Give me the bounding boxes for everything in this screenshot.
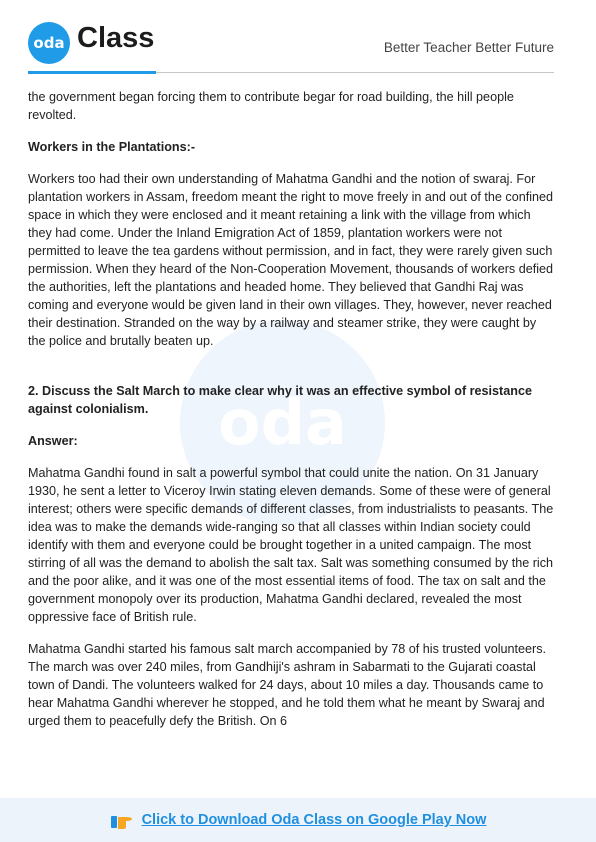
pointing-hand-icon xyxy=(110,809,134,831)
paragraph-salt-symbol: Mahatma Gandhi found in salt a powerful symbol that could unite the nation. On 31 January 1930, he sent a letter to Viceroy Irwin stating eleven demands. Some of these were of general interest; others were specific demands of different classes, from industrialists to peasants. The idea was to make the demands wide-ranging so that all classes within Indian society could identify with them and everyone could be brought together in a united campaign. The most stirring of all was the demand to abolish the salt tax. Salt was something consumed by the rich and the poor alike, and it was one of the most essential items of food. The tax on salt and the government monopoly over its production, Mahatma Gandhi declared, revealed the most oppressive face of British rule. xyxy=(28,466,554,624)
logo-wordmark: Class xyxy=(77,22,155,54)
answer-label: Answer: xyxy=(28,434,78,448)
paragraph-plantation-workers: Workers too had their own understanding of Mahatma Gandhi and the notion of swaraj. For plantation workers in Assam, freedom meant the right to move freely in and out of the confined space in which they were enclosed and it meant retaining a link with the village from which they had come. Under the Inland Emigration Act of 1859, plantation workers were not permitted to leave the tea gardens without permission, and in fact, they were rarely given such permission. When they heard of the Non-Cooperation Movement, thousands of workers defied the authorities, left the plantations and headed home. They believed that Gandhi Raj was coming and everyone would be given land in their own villages. They, however, never reached their destination. Stranded on the way by a railway and steamer strike, they were caught by the police and brutally beaten up. xyxy=(28,172,554,348)
document-body xyxy=(28,88,556,730)
paragraph-continuation: the government began forcing them to contribute begar for road building, the hill people revolted. xyxy=(28,90,514,122)
footer-banner xyxy=(0,798,596,842)
watermark-logo: oda xyxy=(180,320,385,525)
paragraph-salt-march: Mahatma Gandhi started his famous salt march accompanied by 78 of his trusted volunteers. The march was over 240 miles, from Gandhiji's ashram in Sabarmati to the Gujarati coastal town of Dandi. The volunteers walked for 24 days, about 10 miles a day. Thousands came to hear Mahatma Gandhi wherever he stopped, and he told them what he meant by Swaraj and urged them to peacefully defy the British. On 6 xyxy=(28,642,547,728)
download-app-link[interactable] xyxy=(110,809,487,831)
download-cta-text: Click to Download Oda Class on Google Play Now xyxy=(141,812,487,828)
page-header xyxy=(0,0,596,80)
oda-logo-icon: oda xyxy=(28,22,70,64)
section-heading: Workers in the Plantations:- xyxy=(28,140,196,154)
header-accent-bar xyxy=(28,71,156,74)
question-heading: 2. Discuss the Salt March to make clear why it was an effective symbol of resistance against colonialism. xyxy=(28,384,532,416)
tagline: Better Teacher Better Future xyxy=(383,40,554,55)
